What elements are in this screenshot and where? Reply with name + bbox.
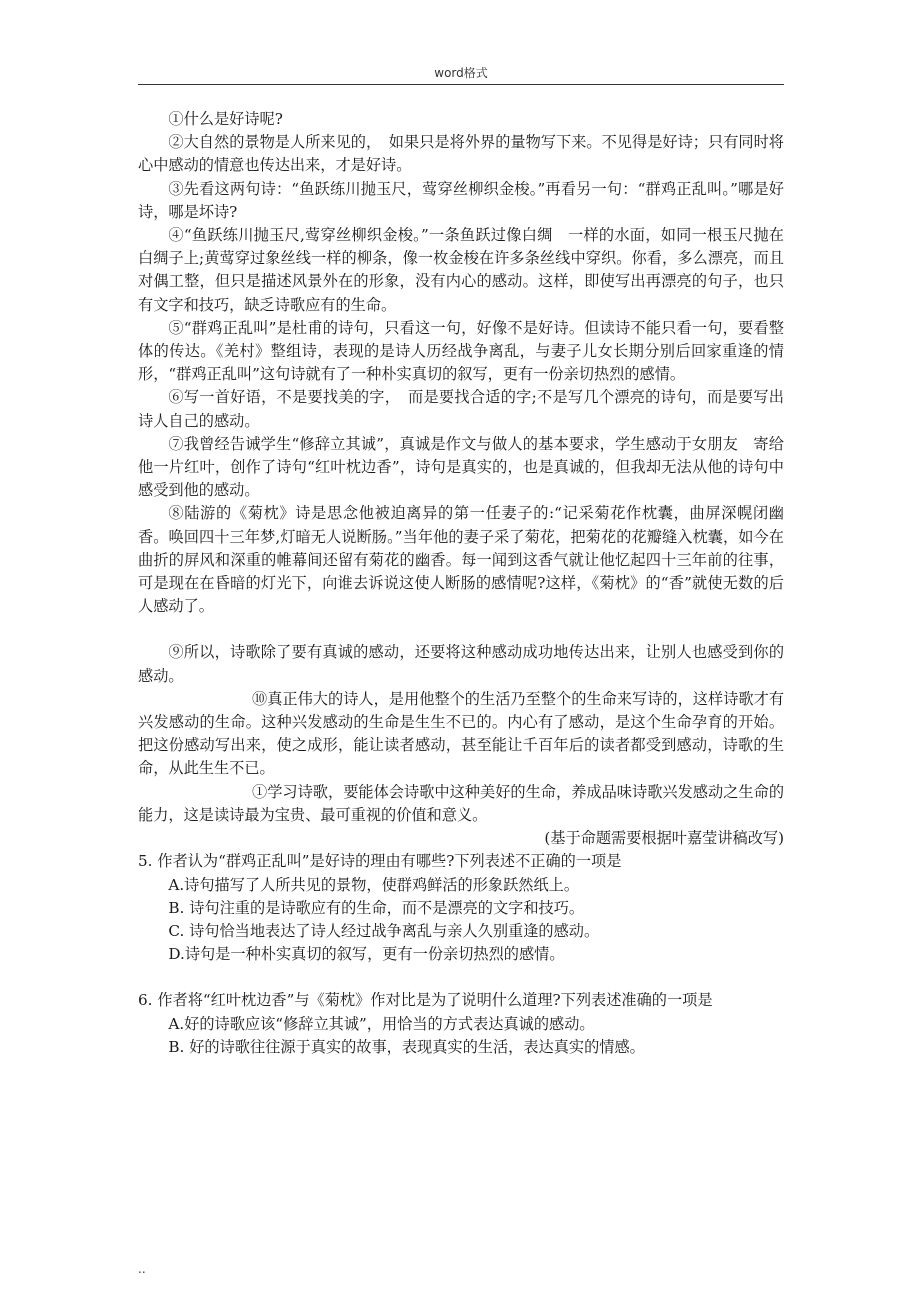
page-header: word格式: [434, 66, 488, 80]
paragraph-11: ①学习诗歌，要能体会诗歌中这种美好的生命，养成品味诗歌兴发感动之生命的能力，这是读诗最为宝贵、最可重视的价值和意义。: [138, 782, 784, 824]
question-6-option-b: B. 好的诗歌往往源于真实的故事，表现真实的生活，表达真实的情感。: [168, 1037, 645, 1056]
paragraph-10: ⑩真正伟大的诗人，是用他整个的生活乃至整个的生命来写诗的，这样诗歌才有兴发感动的生命。这种兴发感动的生命是生生不已的。内心有了感动，是这个生命孕育的开始。把这份感动写出来，使之成形，能让读者感动，甚至能让千百年后的读者都受到感动，诗歌的生命，从此生生不已。: [138, 689, 784, 778]
paragraph-3: ③先看这两句诗：“鱼跃练川抛玉尺，莺穿丝柳织金梭。”再看另一句：“群鸡正乱叫。”哪是好诗，哪是坏诗?: [138, 179, 784, 221]
document-body: [138, 108, 784, 1059]
page-footer: ..: [138, 1262, 146, 1276]
paragraph-9: ⑨所以，诗歌除了要有真诚的感动，还要将这种感动成功地传达出来，让别人也感受到你的感动。: [138, 643, 784, 685]
paragraph-gap: [138, 618, 784, 641]
paragraph-5: ⑤“群鸡正乱叫”是杜甫的诗句，只看这一句，好像不是好诗。但读诗不能只看一句，要看整体的传达。《羌村》整组诗，表现的是诗人历经战争离乱，与妻子儿女长期分别后回家重逢的情形，“群鸡正乱叫”这句诗就有了一种朴实真切的叙写，更有一份亲切热烈的感情。: [138, 318, 784, 384]
question-5-option-d: D.诗句是一种朴实真切的叙写，更有一份亲切热烈的感情。: [168, 945, 565, 964]
question-5-option-b: B. 诗句注重的是诗歌应有的生命，而不是漂亮的文字和技巧。: [168, 898, 585, 917]
paragraph-2: ②大自然的景物是人所来见的， 如果只是将外界的量物写下来。不见得是好诗；只有同时将心中感动的情意也传达出来，才是好诗。: [138, 133, 784, 175]
paragraph-7: ⑦我曾经告诫学生“修辞立其诚”，真诚是作文与做人的基本要求，学生感动于女朋友 寄给他一片红叶，创作了诗句“红叶枕边香”，诗句是真实的，也是真诚的，但我却无法从他的诗句中感受到他的感动。: [138, 434, 784, 500]
paragraph-1: ①什么是好诗呢?: [168, 110, 283, 128]
paragraph-8: ⑧陆游的《菊枕》诗是思念他被迫离异的第一任妻子的:“记采菊花作枕囊，曲屏深幌闭幽香。唤回四十三年梦,灯暗无人说断肠。”当年他的妻子采了菊花，把菊花的花瓣缝入枕囊，如今在曲折的屏风和深重的帷幕间还留有菊花的幽香。每一闻到这香气就让他忆起四十三年前的往事，可是现在在昏暗的灯光下，向谁去诉说这使人断肠的感情呢?这样，《菊枕》的“香”就使无数的后人感动了。: [138, 504, 784, 616]
paragraph-6: ⑥写一首好语，不是要找美的字， 而是要找合适的字;不是写几个漂亮的诗句，而是要写出诗人自己的感动。: [138, 388, 784, 430]
paragraph-4: ④“鱼跃练川抛玉尺,莺穿丝柳织金梭。”一条鱼跃过像白绸 一样的水面，如同一根玉尺抛在白绸子上;黄莺穿过象丝线一样的柳条，像一枚金梭在许多条丝线中穿织。你看，多么漂亮，而且对偶工整，但只是描述风景外在的形象，没有内心的感动。这样，即使写出再漂亮的句子，也只有文字和技巧，缺乏诗歌应有的生命。: [138, 226, 784, 314]
question-5-option-a: A.诗句描写了人所共见的景物，使群鸡鲜活的形象跃然纸上。: [168, 875, 580, 894]
question-6-option-a: A.好的诗歌应该“修辞立其诚”，用恰当的方式表达真诚的感动。: [168, 1014, 595, 1033]
header-divider: [138, 84, 784, 85]
question-gap: [138, 966, 784, 989]
question-6-stem: 6. 作者将“红叶枕边香”与《菊枕》作对比是为了说明什么道理?下列表述准确的一项是: [138, 991, 713, 1010]
question-5-stem: 5. 作者认为“群鸡正乱叫”是好诗的理由有哪些?下列表述不正确的一项是: [138, 852, 622, 871]
question-5-option-c: C. 诗句恰当地表达了诗人经过战争离乱与亲人久别重逢的感动。: [168, 921, 600, 940]
source-note: (基于命题需要根据叶嘉莹讲稿改写): [544, 829, 784, 848]
